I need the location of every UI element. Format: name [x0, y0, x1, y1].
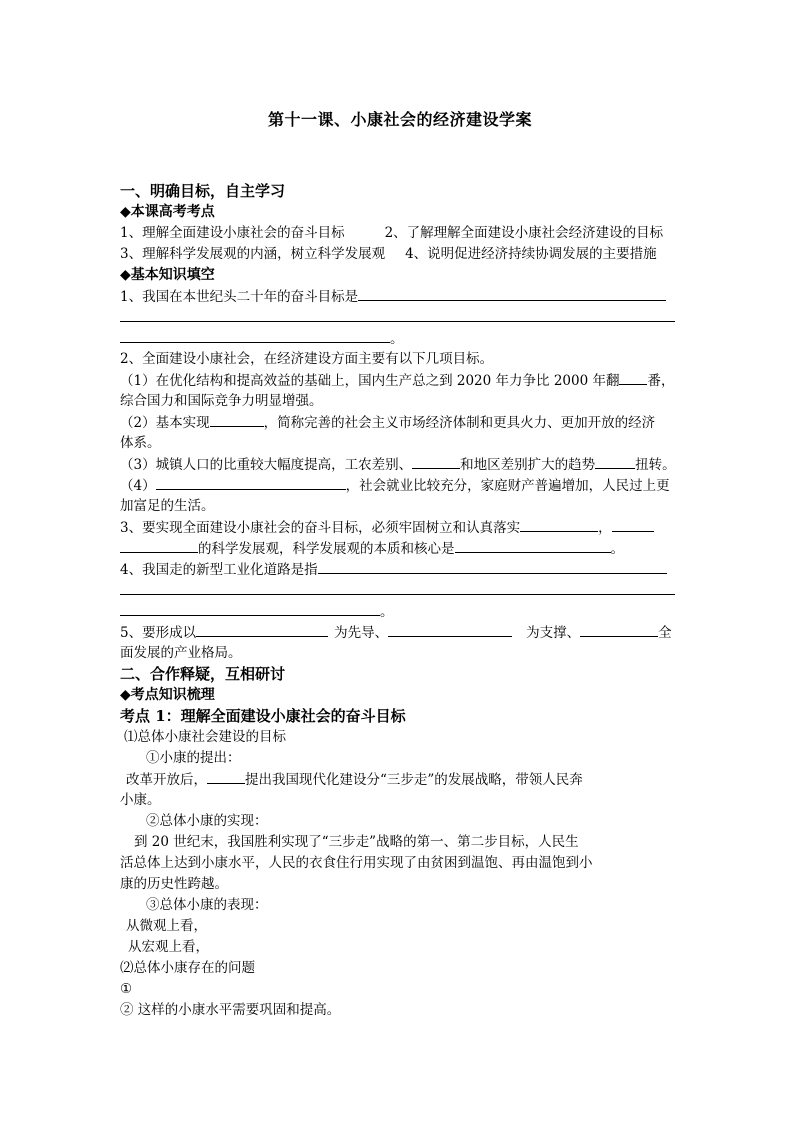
- answer-blank[interactable]: [388, 622, 512, 637]
- item-1-3-micro: 从微观上看，: [126, 918, 207, 934]
- question-2-1-end: 番，: [647, 373, 675, 389]
- goal-row-2: [120, 244, 657, 264]
- question-2-3-mid: 和地区差别扩大的趋势: [460, 457, 596, 473]
- exam-point-1: 考点 1：理解全面建设小康社会的奋斗目标: [120, 707, 406, 725]
- answer-blank[interactable]: [455, 538, 611, 553]
- question-2-1: [120, 370, 674, 391]
- answer-blank[interactable]: [120, 601, 380, 616]
- item-2: ⑵总体小康存在的问题: [120, 960, 255, 976]
- answer-blank[interactable]: [358, 286, 666, 301]
- section-heading-1: 一、明确目标，自主学习: [120, 182, 286, 200]
- goal-row-1: [120, 223, 663, 243]
- answer-blank[interactable]: [520, 517, 598, 532]
- question-3-cont: [120, 538, 624, 559]
- question-2-1-text: （1）在优化结构和提高效益的基础上，国内生产总之到 2020 年力争比 2000 年翻: [120, 373, 620, 389]
- question-3-mid: 的科学发展观，科学发展观的本质和核心是: [198, 541, 455, 557]
- answer-blank[interactable]: [210, 412, 264, 427]
- question-2-1-cont: 综合国力和国际竞争力明显增强。: [120, 393, 323, 409]
- answer-blank[interactable]: [412, 454, 460, 469]
- question-1-text: 1、我国在本世纪头二十年的奋斗目标是: [120, 289, 359, 305]
- question-1: [120, 286, 666, 307]
- question-2-4: [120, 475, 670, 496]
- question-2-3-text: （3）城镇人口的比重较大幅度提高，工农差别、: [120, 457, 413, 473]
- answer-line[interactable]: [120, 321, 675, 322]
- answer-blank[interactable]: [156, 475, 346, 490]
- item-2-1: ①: [120, 981, 133, 997]
- section-heading-2: 二、合作释疑，互相研讨: [120, 665, 286, 683]
- answer-blank[interactable]: [120, 538, 198, 553]
- answer-blank[interactable]: [196, 622, 328, 637]
- question-5-a: 为先导、: [334, 625, 389, 641]
- question-2-4-text: （4）: [120, 478, 156, 494]
- question-2-2-end: ，简称完善的社会主义市场经济体制和更具火力、更加开放的经济: [263, 415, 656, 431]
- question-2-3-end: 扭转。: [635, 457, 676, 473]
- item-1-3-macro: 从宏观上看，: [128, 939, 209, 955]
- question-4-cont: [120, 601, 394, 622]
- item-1-1-text-a: 改革开放后，: [126, 772, 207, 788]
- question-5-b: 为支撑、: [526, 625, 581, 641]
- item-1-2-cont2: 康的历史性跨越。: [120, 876, 228, 892]
- item-1-2: ②总体小康的实现：: [146, 813, 268, 829]
- question-2-2: [120, 412, 655, 433]
- question-5: [120, 622, 672, 643]
- question-2-2-cont: 体系。: [120, 435, 161, 451]
- question-4: [120, 559, 667, 580]
- question-2-2-text: （2）基本实现: [120, 415, 210, 431]
- answer-blank[interactable]: [120, 328, 390, 343]
- page-title: 第十一课、小康社会的经济建设学案: [267, 110, 532, 129]
- answer-blank[interactable]: [318, 559, 667, 574]
- answer-blank[interactable]: [612, 517, 654, 532]
- question-5-text: 5、要形成以: [120, 625, 197, 641]
- question-2-3: [120, 454, 676, 475]
- item-1-1-cont: 小康。: [120, 792, 161, 808]
- item-1-2-cont1: 活总体上达到小康水平，人民的衣食住行用实现了由贫困到温饱、再由温饱到小: [120, 855, 593, 871]
- goal-4: 4、说明促进经济持续协调发展的主要措施: [405, 246, 657, 262]
- question-4-text: 4、我国走的新型工业化道路是指: [120, 562, 318, 578]
- question-5-cont: 面发展的产业格局。: [120, 645, 242, 661]
- item-1-1: ①小康的提出：: [146, 750, 241, 766]
- goal-2: 2、了解理解全面建设小康社会经济建设的目标: [384, 225, 664, 241]
- answer-blank[interactable]: [580, 622, 658, 637]
- question-5-c: 全: [658, 625, 672, 641]
- period: 。: [380, 604, 394, 620]
- question-3-text: 3、要实现全面建设小康社会的奋斗目标，必须牢固树立和认真落实: [120, 520, 521, 536]
- answer-blank[interactable]: [619, 370, 647, 385]
- question-2: 2、全面建设小康社会，在经济建设方面主要有以下几项目标。: [120, 351, 494, 367]
- answer-line[interactable]: [120, 594, 675, 595]
- question-3: [120, 517, 654, 538]
- question-2-4-end: ，社会就业比较充分，家庭财产普遍增加，人民过上更: [345, 478, 670, 494]
- goal-3: 3、理解科学发展观的内涵，树立科学发展观: [120, 246, 386, 262]
- subheading-knowledge: ◆考点知识梳理: [120, 687, 215, 703]
- item-1-1-text: [126, 769, 583, 790]
- item-1: ⑴总体小康社会建设的目标: [124, 729, 286, 745]
- item-1-1-text-b: 提出我国现代化建设分“三步走”的发展战略，带领人民奔: [245, 772, 583, 788]
- goal-1: 1、理解全面建设小康社会的奋斗目标: [120, 225, 345, 241]
- question-1-cont: [120, 328, 404, 349]
- answer-blank[interactable]: [595, 454, 635, 469]
- period: 。: [610, 541, 624, 557]
- question-2-4-cont: 加富足的生活。: [120, 498, 215, 514]
- item-1-3: ③总体小康的表现：: [146, 897, 268, 913]
- subheading-exam-points: ◆本课高考考点: [120, 204, 215, 220]
- item-1-2-text: 到 20 世纪末，我国胜利实现了“三步走”战略的第一、第二步目标，人民生: [134, 834, 579, 850]
- item-2-2: ② 这样的小康水平需要巩固和提高。: [120, 1002, 341, 1018]
- subheading-fill-blanks: ◆基本知识填空: [120, 267, 215, 283]
- answer-blank[interactable]: [207, 769, 245, 784]
- period: 。: [390, 331, 404, 347]
- comma: ，: [598, 520, 612, 536]
